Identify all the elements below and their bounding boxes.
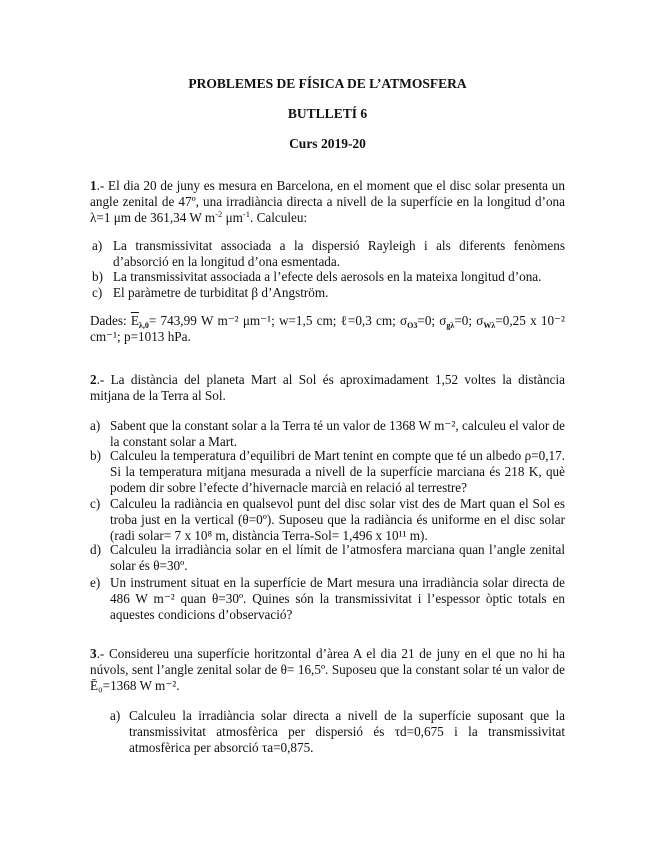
bulletin-number: BUTLLETÍ 6 — [287, 106, 368, 121]
data-prefix: Dades: — [90, 313, 131, 328]
problem-2-item-c-label: c) — [90, 496, 101, 511]
document-title: PROBLEMES DE FÍSICA DE L’ATMOSFERA — [188, 76, 467, 91]
problem-2-item-d-label: d) — [90, 542, 101, 557]
problem-2-item-a: Sabent que la constant solar a la Terra té un valor de 1368 W m⁻², calculeu el valor de la constant solar a Mart. — [110, 418, 565, 449]
data-values: = 743,99 W m⁻² μm⁻¹; w=1,5 cm; ℓ=0,3 cm; σ — [148, 313, 408, 328]
problem-2-item-e-label: e) — [90, 575, 101, 590]
irradiance-subscript: λ,0 — [138, 321, 149, 330]
problem-1-intro-unit: μm — [222, 210, 243, 225]
problem-2-item-b: Calculeu la temperatura d’equilibri de Mart tenint en compte que té un albedo ρ=0,17. Si la temperatura mitjana mesurada a nivell de la superfície marciana és 218 K, què podem dir sobre l’efecte d’hivernacle marcià en relació al terrestre? — [110, 448, 565, 495]
problem-2-item-a-label: a) — [90, 418, 101, 433]
problem-1-item-b-label: b) — [92, 269, 103, 284]
problem-1-intro: 1.- El dia 20 de juny es mesura en Barcelona, en el moment que el disc solar presenta un angle zenital de 47º, una irradiància directa a nivell de la superfície en la longitud d’ona λ=1 μm de 361,34 W $m^{-2}$ $\mu m^{-1}$. Calculeu: — [90, 178, 565, 225]
problem-1-intro-end: . Calculeu: — [250, 210, 308, 225]
problem-2-number: 2 — [90, 372, 97, 387]
problem-1-item-b: La transmissivitat associada a l’efecte dels aerosols en la mateixa longitud d’ona. — [113, 269, 542, 284]
problem-3-number: 3 — [90, 646, 97, 661]
problem-2-intro — [90, 372, 565, 404]
problem-1-number: 1 — [90, 178, 97, 193]
problem-1-intro-text: .- El dia 20 de juny es mesura en Barcelona, en el moment que el disc solar presenta un angle zenital de 47º, una irradiància directa a nivell de la superfície en la longitud d’ona λ=1 μm de 361,34 W m — [90, 178, 565, 225]
problem-2-intro-text: .- La distància del planeta Mart al Sol és aproximadament 1,52 voltes la distància mitjana de la Terra al Sol. — [90, 372, 565, 403]
problem-3-item-a: Calculeu la irradiància solar directa a nivell de la superfície suposant que la transmissivitat atmosfèrica per dispersió és τd=0,675 i la transmissivitat atmosfèrica per absorció τa=0,875. — [129, 708, 565, 755]
problem-1-data: Dades: $\overline{E}_{\lambda,0}= 743,99$ W m⁻² μm⁻¹; w=1,5 cm; ℓ=0,3 cm; $\sigma_{O3}=0$; $\sigma_{g\lambda}=0$; $\sigma_{W\lambda}=0,25$ x 10⁻² cm⁻¹; p=1013 hPa. — [90, 313, 565, 344]
course-year: Curs 2019-20 — [289, 136, 366, 151]
data-values-3: =0; σ — [454, 313, 484, 328]
data-values-2: =0; σ — [417, 313, 447, 328]
problem-2-item-c: Calculeu la radiància en qualsevol punt del disc solar vist des de Mart quan el Sol es troba just en la vertical (θ=0º). Suposeu que la radiància és uniforme en el disc solar (radi solar= 7 x 10⁸ m, distància Terra-Sol= 1,496 x 10¹¹ m). — [110, 496, 565, 543]
problem-2-item-b-label: b) — [90, 448, 101, 463]
data-values-4: =0,25 x 10⁻² cm⁻¹; p=1013 hPa. — [90, 313, 565, 344]
irradiance-symbol: $\overline{E}$ — [130, 313, 139, 328]
problem-3-intro — [90, 646, 565, 694]
problem-2-item-d: Calculeu la irradiància solar en el límit de l’atmosfera marciana quan l’angle zenital solar és θ=30º. — [110, 542, 565, 573]
problem-1-item-c-label: c) — [92, 285, 103, 300]
problem-3-item-a-label: a) — [110, 708, 121, 723]
problem-2-item-e: Un instrument situat en la superfície de Mart mesura una irradiància solar directa de 486 W m⁻² quan θ=30º. Quines són la transmissivitat i l’espessor òptic totals en aquestes condicions d’observació? — [110, 575, 565, 622]
problem-1-item-c: El paràmetre de turbiditat β d’Angström. — [113, 285, 329, 300]
problem-1-item-a-label: a) — [92, 238, 103, 253]
problem-1-item-a: La transmissivitat associada a la dispersió Rayleigh i als diferents fenòmens d’absorció en la longitud d’ona esmentada. — [113, 238, 565, 269]
problem-3-intro-text: .- Considereu una superfície horitzontal d’àrea A el dia 21 de juny en el que no hi ha núvols, sent l’angle zenital solar de θ= 16,5º. Suposeu que la constant solar té un valor de Ē₀=1368 W m⁻². — [90, 646, 565, 693]
